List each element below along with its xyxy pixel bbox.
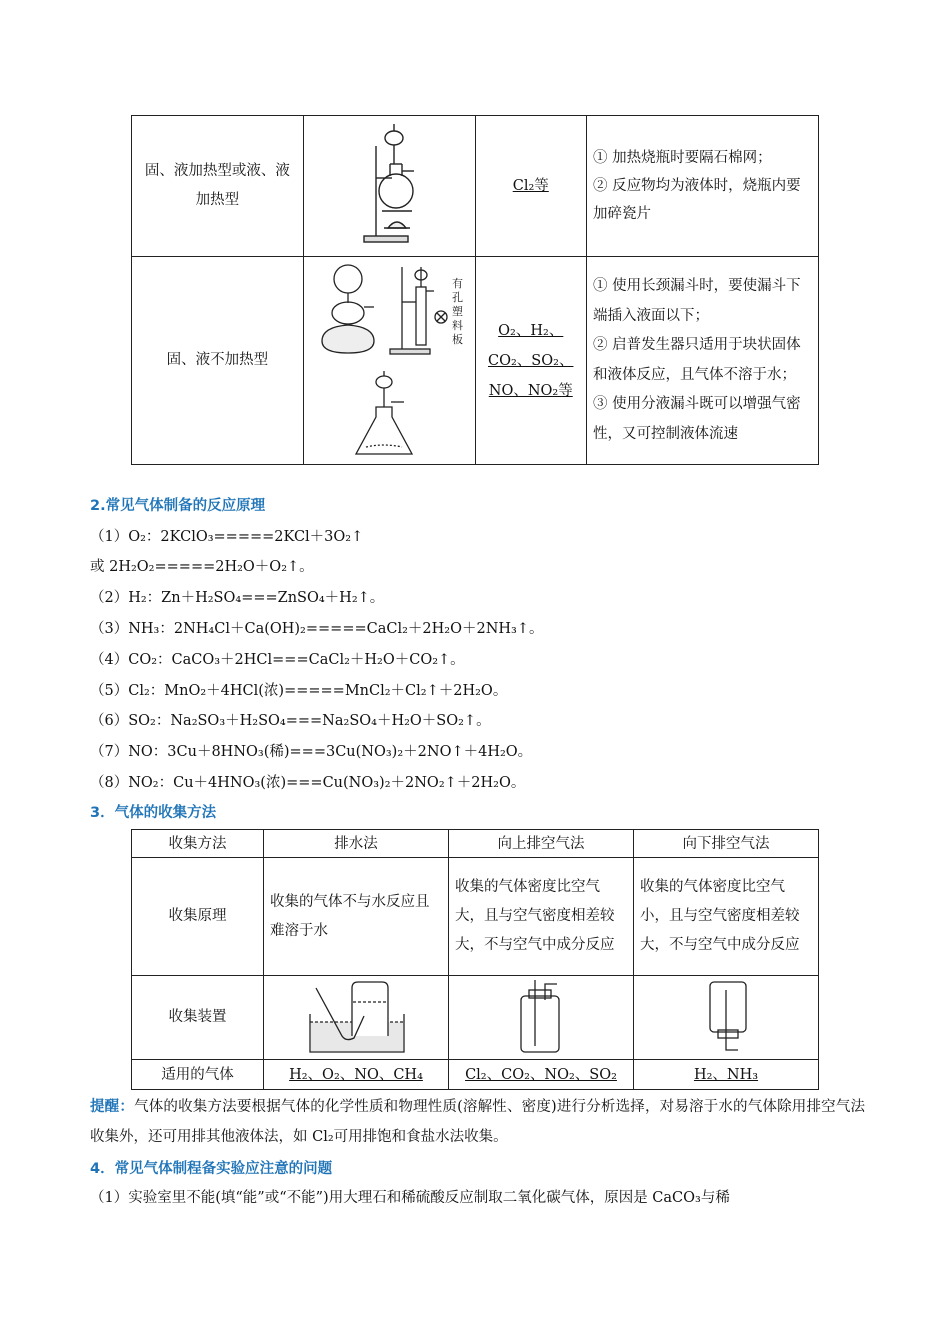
equation-line-5: （4）CO₂：CaCO₃＋2HCl===CaCl₂＋H₂O＋CO₂↑。 (90, 652, 465, 668)
apparatus-table (131, 115, 819, 465)
tip-text: 气体的收集方法要根据气体的化学性质和物理性质(溶解性、密度)进行分析选择，对易溶于水的气体除用排空气法收集外，还可用排其他液体法，如 Cl₂可用排饱和食盐水法收集。 (90, 1099, 866, 1145)
tip-label: 提醒： (90, 1099, 135, 1115)
perforated-plate-label-char-1: 有 (451, 277, 463, 290)
gases-downward-air: H₂、NH₃ (634, 1060, 819, 1090)
upward-air-bottle-image (449, 976, 633, 1059)
kipp-generator-apparatus-image (304, 257, 474, 464)
perforated-plate-label-char-2: 孔 (451, 291, 463, 304)
perforated-plate-label-char-5: 板 (451, 333, 463, 346)
table1-row2-gases: O₂、H₂、CO₂、SO₂、NO、NO₂等 (475, 257, 586, 465)
equation-line-2: 或 2H₂O₂=====2H₂O＋O₂↑。 (90, 559, 314, 575)
principle-downward-air: 收集的气体密度比空气小，且与空气密度相差较大，不与空气中成分反应 (634, 858, 819, 976)
perforated-plate-label-char-4: 料 (451, 319, 463, 332)
table1-row1-type: 固、液加热型或液、液加热型 (132, 116, 304, 257)
equation-line-4: （3）NH₃：2NH₄Cl＋Ca(OH)₂=====CaCl₂＋2H₂O＋2NH₃↑。 (90, 621, 544, 637)
device-label: 收集装置 (132, 976, 264, 1060)
water-trough-collection-image (264, 976, 448, 1059)
equation-line-1: （1）O₂：2KClO₃=====2KCl＋3O₂↑ (90, 529, 364, 545)
gases-water: H₂、O₂、NO、CH₄ (264, 1060, 449, 1090)
perforated-plate-label-char-3: 塑 (451, 305, 463, 318)
table1-row1-apparatus (303, 116, 475, 257)
header-method: 收集方法 (132, 830, 264, 858)
heated-flask-apparatus-image (304, 116, 474, 256)
downward-air-bottle-image (634, 976, 818, 1059)
section4-heading: 4．常见气体制程备实验应注意的问题 (90, 1161, 333, 1177)
table1-row2-notes: ① 使用长颈漏斗时，要使漏斗下端插入液面以下； ② 启普发生器只适用于块状固体和液体反应，且气体不溶于水； ③ 使用分液漏斗既可以增强气密性，又可控制液体流速 (586, 257, 818, 465)
section2-heading: 2.常见气体制备的反应原理 (90, 498, 266, 514)
table1-row1-gases: Cl₂等 (475, 116, 586, 257)
device-water (264, 976, 449, 1060)
section4-line-1: （1）实验室里不能(填“能”或“不能”)用大理石和稀硫酸反应制取二氧化碳气体，原因是 CaCO₃与稀 (90, 1190, 730, 1206)
gases-label: 适用的气体 (132, 1060, 264, 1090)
equation-line-9: （8）NO₂：Cu＋4HNO₃(浓)===Cu(NO₃)₂＋2NO₂↑＋2H₂O。 (90, 775, 526, 791)
principle-label: 收集原理 (132, 858, 264, 976)
header-water: 排水法 (264, 830, 449, 858)
table1-row1-notes: ① 加热烧瓶时要隔石棉网； ② 反应物均为液体时，烧瓶内要加碎瓷片 (586, 116, 818, 257)
header-upward-air: 向上排空气法 (449, 830, 634, 858)
equation-line-6: （5）Cl₂：MnO₂＋4HCl(浓)=====MnCl₂＋Cl₂↑＋2H₂O。 (90, 683, 508, 699)
table1-row2-apparatus (303, 257, 475, 465)
header-downward-air: 向下排空气法 (634, 830, 819, 858)
equation-line-7: （6）SO₂：Na₂SO₃＋H₂SO₄===Na₂SO₄＋H₂O＋SO₂↑。 (90, 713, 491, 729)
principle-upward-air: 收集的气体密度比空气大，且与空气密度相差较大，不与空气中成分反应 (449, 858, 634, 976)
table1-row2-type: 固、液不加热型 (132, 257, 304, 465)
device-downward-air (634, 976, 819, 1060)
tip-paragraph (90, 1092, 865, 1152)
gases-upward-air: Cl₂、CO₂、NO₂、SO₂ (449, 1060, 634, 1090)
equation-line-3: （2）H₂：Zn＋H₂SO₄===ZnSO₄＋H₂↑。 (90, 590, 385, 606)
section3-heading: 3．气体的收集方法 (90, 805, 217, 821)
collection-methods-table (131, 829, 819, 1090)
device-upward-air (449, 976, 634, 1060)
principle-water: 收集的气体不与水反应且难溶于水 (264, 858, 449, 976)
equation-line-8: （7）NO：3Cu＋8HNO₃(稀)===3Cu(NO₃)₂＋2NO↑＋4H₂O。 (90, 744, 533, 760)
